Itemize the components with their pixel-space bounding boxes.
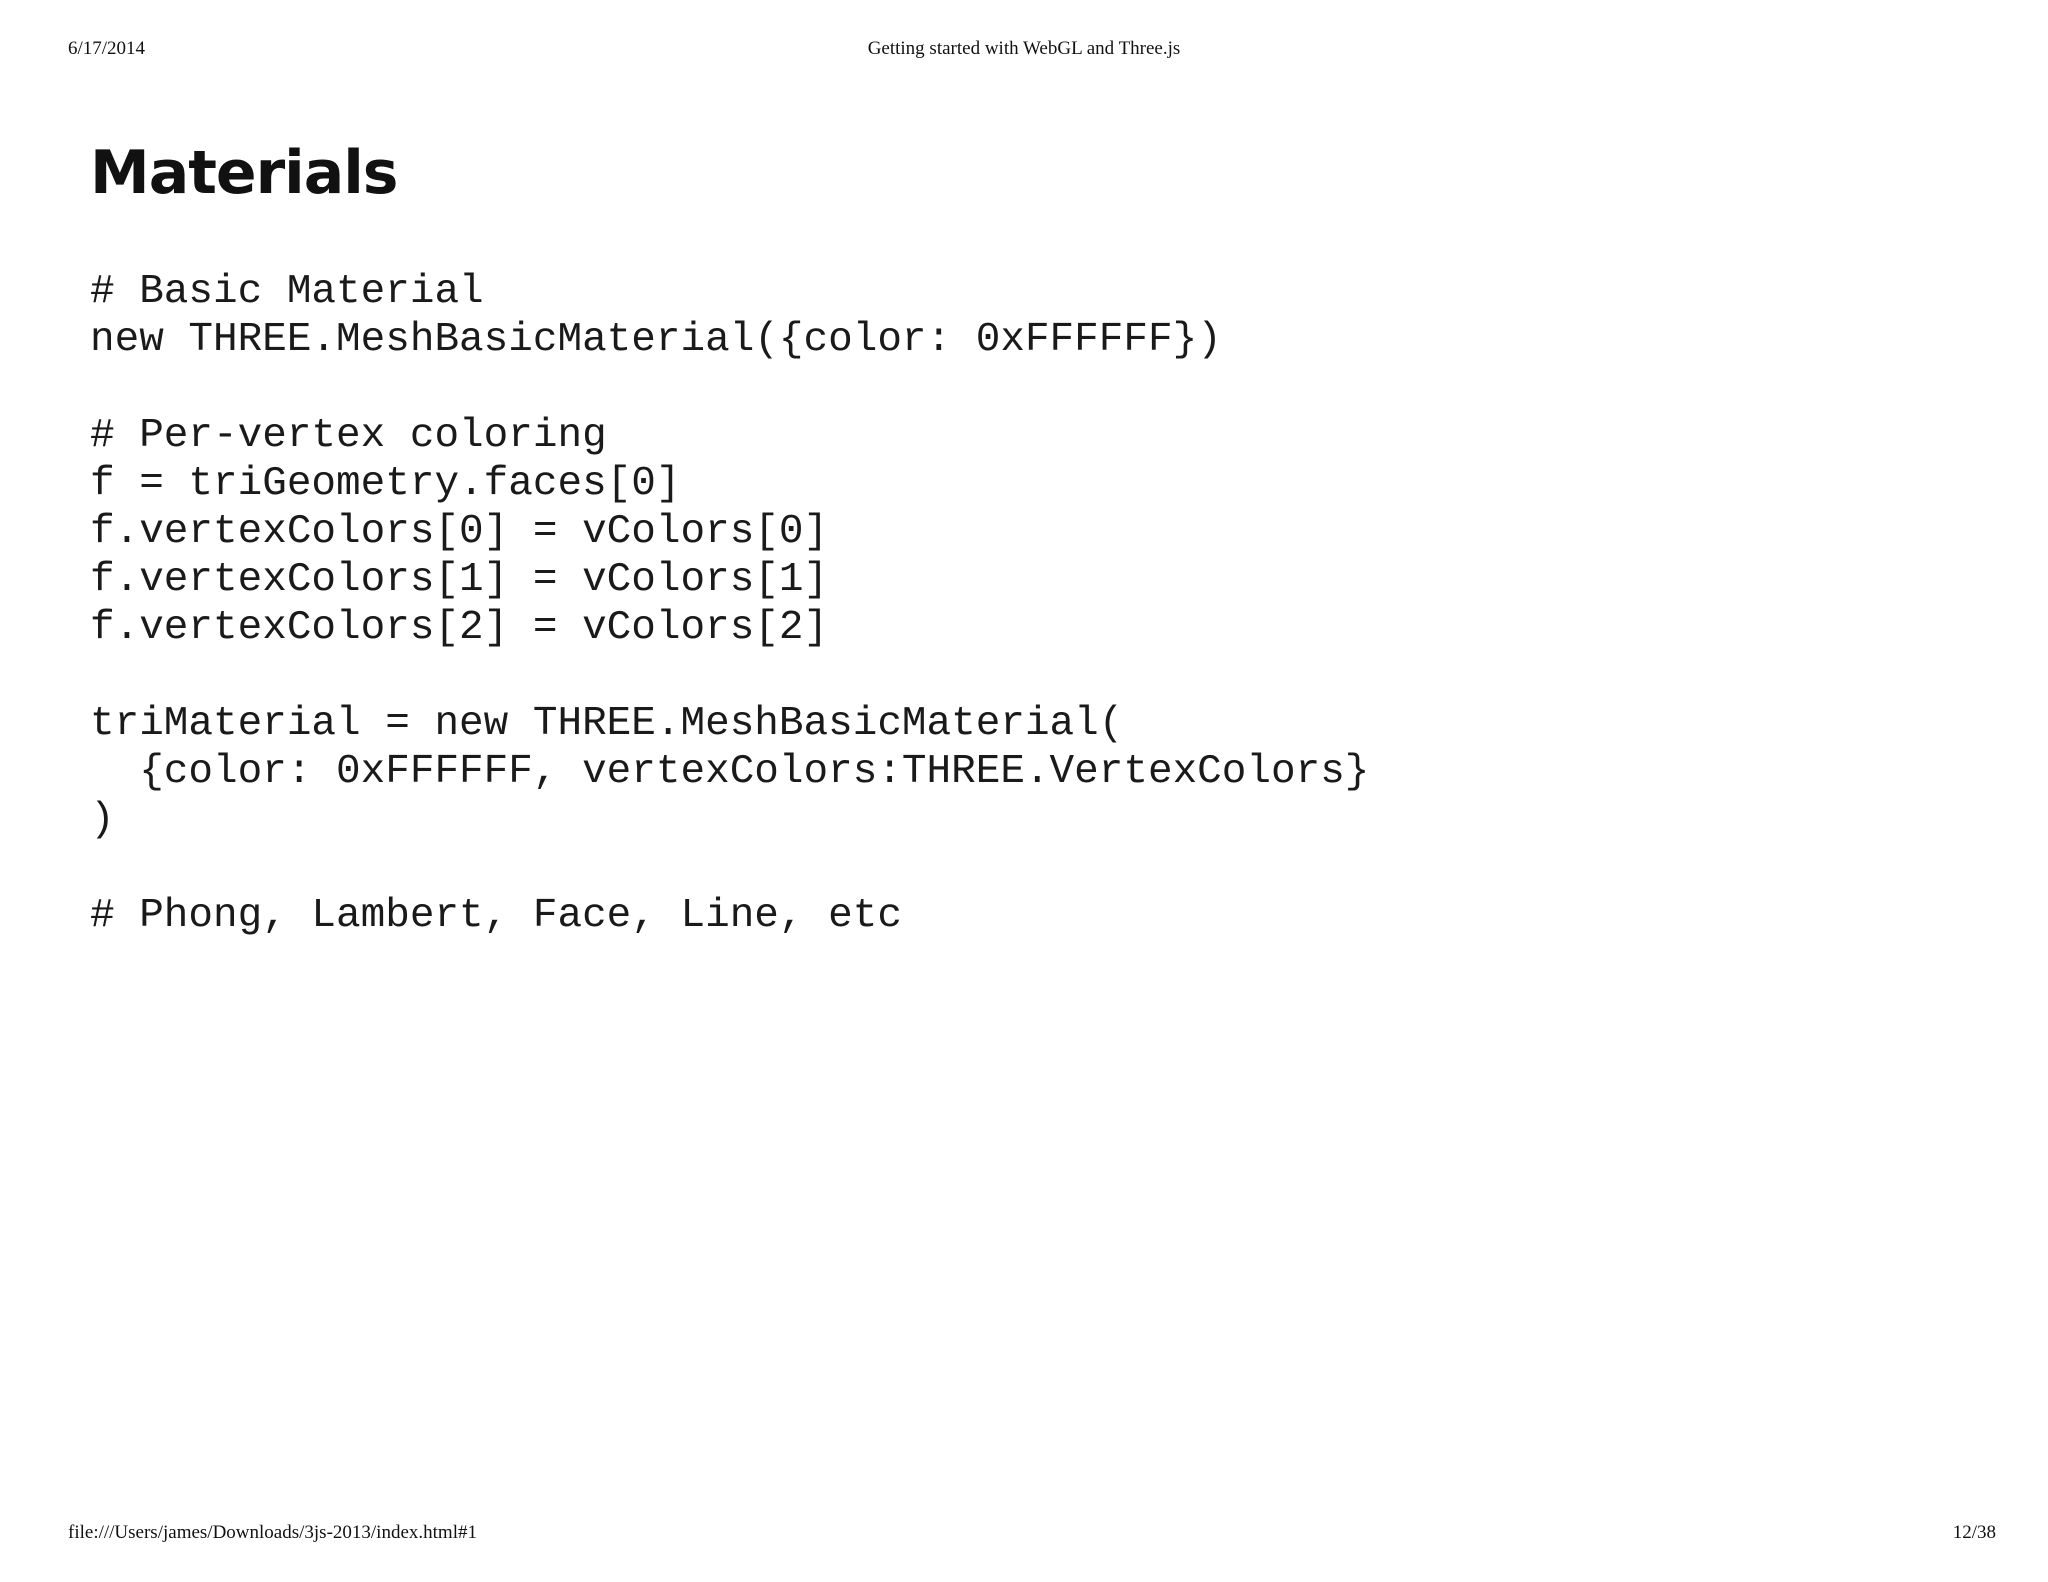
code-line: f.vertexColors[0] = vColors[0]: [90, 509, 829, 555]
code-block: [90, 268, 1970, 940]
code-line: [90, 364, 1970, 412]
print-footer: [0, 1522, 2048, 1552]
code-line: new THREE.MeshBasicMaterial({color: 0xFFFFFF}): [90, 317, 1222, 363]
document-title: Getting started with WebGL and Three.js: [867, 38, 1181, 59]
slide-title: Materials: [90, 138, 398, 208]
code-line: f.vertexColors[2] = vColors[2]: [90, 605, 829, 651]
code-line: # Basic Material: [90, 269, 484, 315]
code-line: ): [90, 797, 115, 843]
code-line: # Phong, Lambert, Face, Line, etc: [90, 893, 902, 939]
page-url: file:///Users/james/Downloads/3js-2013/index.html#1: [68, 1522, 477, 1543]
code-line: {color: 0xFFFFFF, vertexColors:THREE.VertexColors}: [90, 749, 1370, 795]
code-line: # Per-vertex coloring: [90, 413, 607, 459]
code-line: f.vertexColors[1] = vColors[1]: [90, 557, 829, 603]
print-date: 6/17/2014: [68, 38, 146, 59]
code-line: f = triGeometry.faces[0]: [90, 461, 681, 507]
code-line: [90, 652, 1970, 700]
slide: [90, 128, 1970, 940]
code-line: triMaterial = new THREE.MeshBasicMaterial(: [90, 701, 1124, 747]
page-number: 12/38: [1952, 1522, 1996, 1543]
code-line: [90, 844, 1970, 892]
print-header: [0, 38, 2048, 68]
